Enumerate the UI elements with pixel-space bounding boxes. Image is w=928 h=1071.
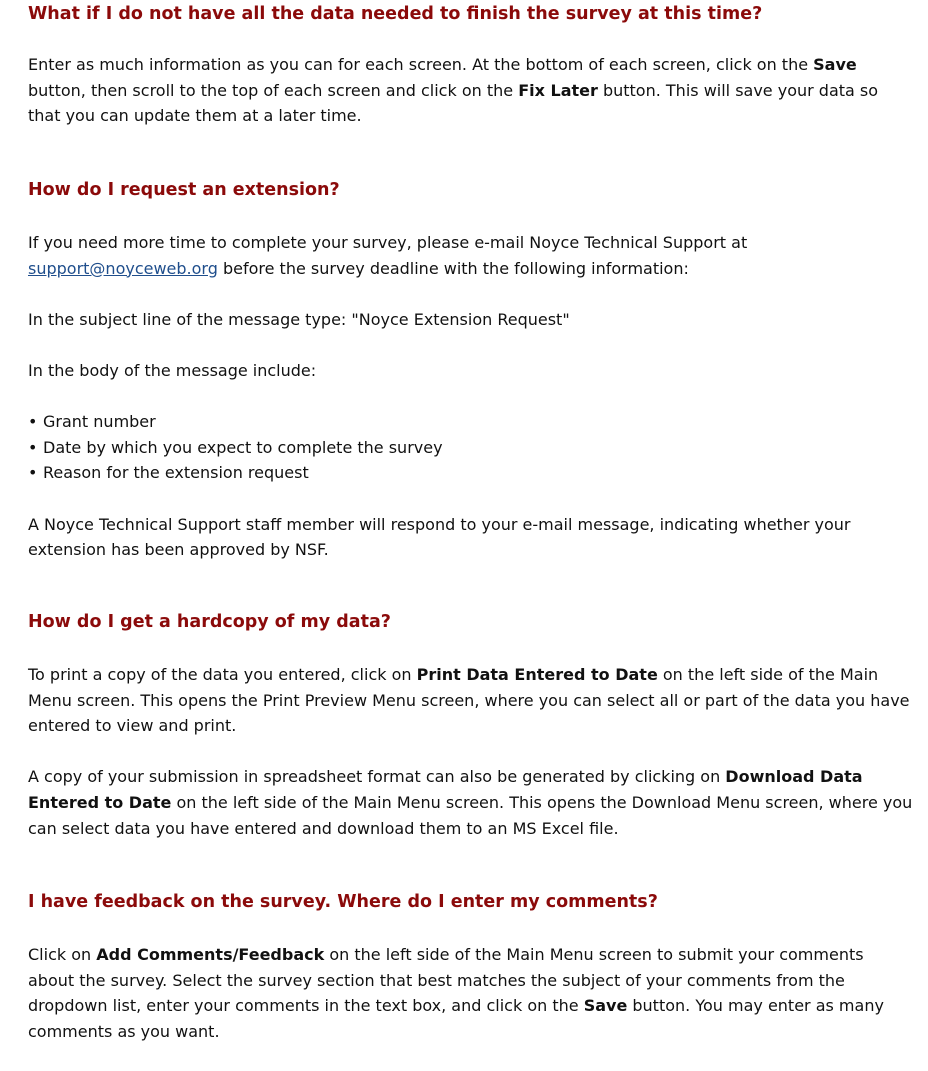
fix-later-button-reference: Fix Later [518, 80, 598, 100]
list-item [28, 409, 914, 435]
answer-text: Enter as much information as you can for each screen. At the bottom of each screen, click on the [28, 55, 814, 74]
support-email-link[interactable]: support@noyceweb.org [28, 258, 218, 278]
save-button-reference: Save [583, 996, 628, 1016]
faq-question-data-later: What if I do not have all the data needed to finish the survey at this time? [28, 4, 763, 24]
faq-answer-hardcopy-print [28, 662, 914, 739]
faq-question-hardcopy: How do I get a hardcopy of my data? [28, 612, 391, 632]
faq-answer-extension-response: A Noyce Technical Support staff member will respond to your e-mail message, indicating whether your extension has been approved by NSF. [28, 514, 851, 560]
answer-text: before the survey deadline with the following information: [217, 258, 689, 278]
extension-info-list [28, 409, 914, 486]
faq-answer-extension-subject: In the subject line of the message type: "Noyce Extension Request" [28, 309, 570, 329]
faq-answer-extension-body: In the body of the message include: [28, 360, 317, 380]
answer-text: on the left side of the Main Menu screen. This opens the Print Preview Menu screen, where you can select all or part of the data you have entered to view and print. [28, 665, 910, 736]
list-item [28, 435, 914, 461]
faq-section-feedback [28, 889, 914, 1044]
faq-answer-feedback [28, 942, 914, 1044]
faq-answer-hardcopy-download [28, 764, 914, 841]
download-data-reference: Download Data Entered to Date [28, 767, 863, 812]
answer-text: If you need more time to complete your survey, please e-mail Noyce Technical Support at [28, 233, 748, 252]
faq-question-extension: How do I request an extension? [28, 180, 340, 200]
answer-text: button, then scroll to the top of each screen and click on the [28, 80, 519, 100]
print-data-reference: Print Data Entered to Date [416, 665, 658, 684]
save-button-reference: Save [813, 55, 857, 74]
list-item-text: Date by which you expect to complete the survey [43, 437, 443, 457]
answer-text: on the left side of the Main Menu screen. This opens the Download Menu screen, where you can select data you have entered and download them to an MS Excel file. [28, 792, 913, 838]
faq-section-data-later [28, 1, 914, 129]
answer-text: A copy of your submission in spreadsheet format can also be generated by clicking on [28, 767, 726, 787]
answer-text: Click on [28, 945, 97, 964]
list-item-text: Grant number [43, 412, 156, 432]
faq-section-extension [28, 177, 914, 563]
faq-answer-data-later [28, 52, 914, 129]
list-item [28, 460, 914, 486]
answer-text: button. You may enter as many comments as you want. [28, 996, 884, 1041]
bullet-icon: • [28, 437, 38, 457]
faq-question-feedback: I have feedback on the survey. Where do I enter my comments? [28, 892, 658, 912]
answer-text: To print a copy of the data you entered, click on [28, 665, 417, 684]
faq-section-hardcopy [28, 609, 914, 841]
bullet-icon: • [28, 412, 38, 432]
faq-answer-extension-intro [28, 230, 914, 281]
answer-text: on the left side of the Main Menu screen to submit your comments about the survey. Select the survey section that best matches the subject of your comments from the dropdown list, enter your comments in the text box, and click on the [28, 945, 864, 1016]
answer-text: button. This will save your data so that you can update them at a later time. [28, 80, 879, 126]
list-item-text: Reason for the extension request [43, 463, 309, 483]
bullet-icon: • [28, 463, 38, 483]
add-comments-reference: Add Comments/Feedback [96, 945, 325, 964]
